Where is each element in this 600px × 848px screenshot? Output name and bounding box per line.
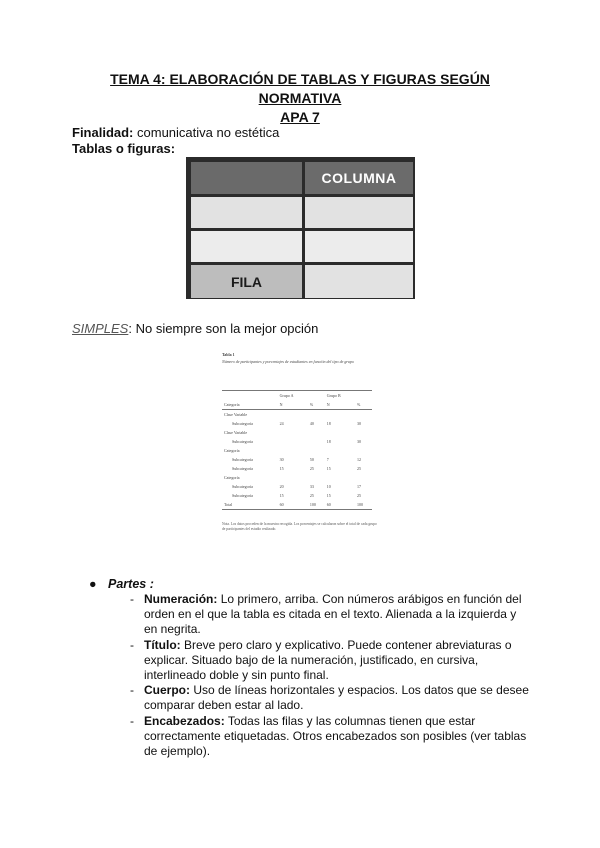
apa-table-cell: 30 (357, 421, 362, 426)
item-term: Encabezados: (144, 713, 225, 728)
apa-table-cell: 100 (308, 500, 325, 510)
apa-table-cell: 12 (357, 457, 362, 462)
table-row (222, 428, 372, 437)
dash-marker: - (130, 592, 134, 606)
apa-table-cell: Clase Variable (224, 430, 248, 435)
bullet-icon: ● (89, 577, 97, 591)
apa-table-cell: Categoría (222, 400, 278, 410)
apa-table-cell: 18 (326, 421, 331, 426)
apa-table-cell: 15 (326, 493, 331, 498)
apa-table-cell (308, 437, 325, 446)
apa-table-cell: 15 (279, 466, 284, 471)
apa-table-cell: 25 (309, 466, 314, 471)
apa-table-cell: 24 (279, 421, 284, 426)
apa-table-cell: 17 (357, 484, 362, 489)
apa-table-cell: 10 (326, 484, 331, 489)
table-row (222, 464, 372, 473)
apa-table-cell: 40 (309, 421, 314, 426)
finalidad-text: comunicativa no estética (137, 125, 280, 140)
apa-sample-table-image (218, 350, 378, 556)
apa-table-cell: N (325, 400, 355, 410)
apa-table-number: Tabla 1 (222, 352, 235, 357)
apa-table-cell: 15 (279, 493, 284, 498)
simples-label: SIMPLES (72, 321, 129, 336)
apa-table-cell: 25 (357, 466, 362, 471)
table-row (222, 419, 372, 428)
page-title (70, 70, 530, 127)
apa-table-cell: Subcategoría (232, 439, 253, 444)
table-row (222, 500, 372, 510)
finalidad-line (72, 125, 279, 141)
title-line-2: APA 7 (280, 109, 320, 125)
item-text: Breve pero claro y explicativo. Puede contener abreviaturas o explicar. Situado bajo de la numeración, justificado, en cursiva, interlineado doble y sin punto final. (144, 637, 512, 683)
item-term: Numeración: (144, 592, 218, 606)
diagram-cell (305, 231, 413, 262)
apa-table-cell: Total (222, 500, 278, 510)
apa-table-cell (355, 410, 372, 420)
table-row (222, 410, 372, 420)
table-structure-diagram (186, 157, 415, 299)
apa-group-header-row (222, 391, 372, 401)
apa-table-cell (308, 473, 325, 482)
apa-table-cell (222, 391, 278, 401)
apa-table-cell: 20 (279, 484, 284, 489)
apa-table-cell: Subcategoría (232, 466, 253, 471)
parts-list (130, 592, 530, 759)
apa-table-cell (278, 437, 308, 446)
table-row (222, 455, 372, 464)
table-row (222, 491, 372, 500)
item-text: Todas las filas y las columnas tienen que estar correctamente etiquetadas. Otros encabezados son posibles (ver tablas de ejemplo). (144, 713, 527, 759)
apa-table-cell: Subcategoría (232, 421, 253, 426)
table-row (222, 482, 372, 491)
apa-table-cell (278, 410, 308, 420)
apa-table-cell (278, 428, 308, 437)
apa-table-cell: 18 (326, 439, 331, 444)
apa-table-cell: 25 (357, 493, 362, 498)
apa-table-caption: Número de participantes y porcentajes de estudiantes en función del tipo de grupo (222, 359, 354, 364)
diagram-cell (305, 197, 413, 228)
apa-table-cell: 15 (326, 466, 331, 471)
apa-table-cell: 60 (325, 500, 355, 510)
item-term: Cuerpo: (144, 683, 190, 698)
simples-text: : No siempre son la mejor opción (128, 321, 319, 336)
apa-table-cell (308, 410, 325, 420)
apa-table-cell: Categoría (224, 475, 240, 480)
apa-table-note: Nota. Los datos proceden de la muestra recogida. Los porcentajes se calcularon sobre el total de cada grupo de participantes del estudio realizado. (222, 522, 377, 531)
apa-header-row (222, 400, 372, 410)
apa-table-cell (308, 446, 325, 455)
apa-table-cell: 60 (278, 500, 308, 510)
apa-table-cell: Subcategoría (232, 484, 253, 489)
apa-table-cell (278, 446, 308, 455)
apa-table-cell: 33 (309, 484, 314, 489)
apa-table-cell (325, 446, 355, 455)
tablas-label: Tablas o figuras: (72, 141, 176, 156)
apa-table (222, 390, 372, 510)
apa-table-cell: 30 (279, 457, 284, 462)
apa-table-cell (325, 428, 355, 437)
apa-table-cell (355, 391, 372, 401)
apa-table-cell: 25 (309, 493, 314, 498)
simples-line (72, 321, 318, 336)
apa-table-cell: Categoría (224, 448, 240, 453)
apa-table-cell: % (308, 400, 325, 410)
diagram-cell (191, 197, 302, 228)
diagram-cell (191, 231, 302, 262)
apa-table-cell (355, 473, 372, 482)
apa-table-cell (325, 473, 355, 482)
list-item (130, 683, 530, 713)
diagram-row-header: FILA (191, 265, 302, 298)
list-item (130, 638, 530, 684)
apa-table-cell: 100 (355, 500, 372, 510)
diagram-cell (305, 265, 413, 298)
item-text: Lo primero, arriba. Con números arábigos en función del orden en el que la tabla es citada en el texto. Alienada a la izquierda y en negrita. (144, 592, 522, 637)
finalidad-label: Finalidad: (72, 125, 134, 140)
apa-table-cell: Subcategoría (232, 493, 253, 498)
dash-marker: - (130, 683, 134, 698)
diagram-column-header: COLUMNA (305, 162, 413, 194)
apa-table-cell (308, 391, 325, 401)
apa-table-cell: 50 (309, 457, 314, 462)
apa-table-cell: Clase Variable (224, 412, 248, 417)
apa-table-cell: 30 (357, 439, 362, 444)
apa-table-cell: % (355, 400, 372, 410)
apa-table-cell (355, 446, 372, 455)
apa-table-cell (325, 410, 355, 420)
apa-table-cell (355, 428, 372, 437)
apa-table-cell: Subcategoría (232, 457, 253, 462)
list-item (130, 714, 530, 760)
dash-marker: - (130, 637, 134, 652)
dash-marker: - (130, 713, 134, 728)
list-item (130, 592, 530, 638)
apa-table-cell: Grupo B (325, 391, 355, 401)
apa-table-cell (308, 428, 325, 437)
table-row (222, 446, 372, 455)
apa-table-cell: 7 (326, 457, 329, 462)
title-line-1: TEMA 4: ELABORACIÓN DE TABLAS Y FIGURAS SEGÚN NORMATIVA (110, 71, 490, 106)
apa-table-cell: N (278, 400, 308, 410)
partes-label: Partes : (108, 577, 154, 591)
item-term: Título: (144, 637, 181, 652)
table-row (222, 437, 372, 446)
apa-table-cell: Grupo A (278, 391, 308, 401)
diagram-corner-cell (191, 162, 302, 194)
table-row (222, 473, 372, 482)
item-text: Uso de líneas horizontales y espacios. Los datos que se desee comparar deben estar al lado. (144, 683, 529, 713)
apa-table-cell (278, 473, 308, 482)
